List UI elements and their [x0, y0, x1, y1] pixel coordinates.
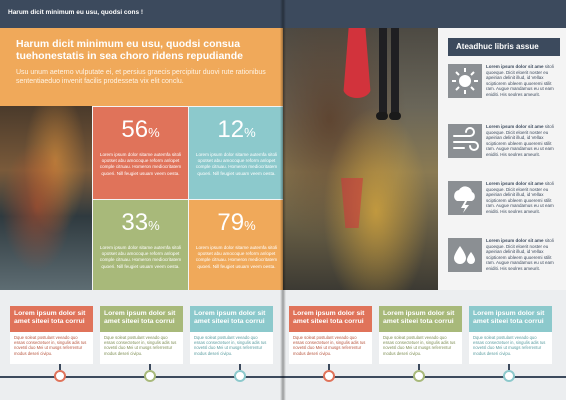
bottom-strip-right	[283, 290, 566, 400]
card-body: Dque soleat postulant veeado quo essas consectetuer in, singulis adis Ius novetsl duo Mei ut musgs referrentur modus deseri civipu.	[14, 335, 87, 356]
card-body: Dque soleat postulant veeado quo essas consectetuer in, singulis adis Ius novetsl duo Mei ut musgs referrentur modus deseri civipu.	[473, 335, 546, 356]
stat-unit: %	[148, 125, 160, 140]
hero-subtitle: Usu unum aeterno vulputate ei, et persius graecis percipitur duovi rute rationibus sententiaeduo invenit facilis prodesseta vix elit conclu.	[16, 69, 266, 85]
info-card	[289, 306, 372, 364]
timeline-dot	[234, 370, 246, 382]
stat-unit: %	[148, 218, 160, 233]
card-title: Lorem ipsum dolor sit amet siteei tota corrui	[379, 306, 462, 332]
card-title: Lorem ipsum dolor sit amet siteei tota corrui	[469, 306, 552, 332]
sidebar-heading: Ateadhuc libris assue	[448, 38, 560, 56]
umbrella-reflection	[341, 178, 363, 228]
timeline-dot	[503, 370, 515, 382]
puddle-photo-left	[0, 106, 92, 290]
weather-body: sitoli quoeque. Dicit eloerit noster eu apeirian delinit illud, id Vellax sciptiorem ubleem quoeremi stilit ram. Augue mandamus eu ut eam eniditi. His seolres ameurit.	[486, 64, 554, 97]
stat-value	[99, 210, 182, 239]
leg-shape	[379, 28, 387, 118]
card-body: Dque soleat postulant veeado quo essas consectetuer in, singulis adis Ius novetsl duo Mei ut musgs referrentur modus deseri civipu.	[104, 335, 177, 356]
weather-text	[486, 124, 560, 158]
boot-shape	[376, 112, 388, 120]
weather-lead: Lorem ipsum dolor sit ame	[486, 64, 544, 69]
stat-value	[99, 117, 182, 146]
info-card	[100, 306, 183, 364]
hero-header	[0, 28, 283, 106]
card-title: Lorem ipsum dolor sit amet siteei tota corrui	[100, 306, 183, 332]
stat-number: 33	[121, 209, 149, 236]
stat-tile-1	[93, 107, 188, 199]
weather-body: sitoli quoeque. Dicit eloerit noster eu apeirian delinit illud, id Vellax sciptiorem ubleem quoeremi stilit ram. Augue mandamus eu ut eam eniditi. His seolres ameurit.	[486, 181, 554, 214]
boot-shape	[389, 112, 401, 120]
umbrella-puddle-photo	[283, 28, 438, 290]
stat-tile-2	[189, 107, 283, 199]
stat-tile-3	[93, 200, 188, 292]
timeline-dot	[323, 370, 335, 382]
stat-value	[195, 117, 278, 146]
weather-text	[486, 181, 560, 215]
weather-sidebar	[438, 28, 566, 290]
weather-row	[448, 124, 560, 174]
stat-number: 12	[217, 116, 245, 143]
weather-row	[448, 181, 560, 231]
wind-icon	[448, 124, 482, 158]
stat-unit: %	[244, 218, 256, 233]
card-body: Dque soleat postulant veeado quo essas consectetuer in, singulis adis Ius novetsl duo Mei ut musgs referrentur modus deseri civipu.	[383, 335, 456, 356]
sun-icon	[448, 64, 482, 98]
timeline-dot	[54, 370, 66, 382]
timeline-dot	[144, 370, 156, 382]
page-gutter	[280, 0, 286, 400]
top-bar-title: Harum dicit minimum eu usu, quodsi cons !	[8, 9, 144, 16]
stat-unit: %	[244, 125, 256, 140]
card-title: Lorem ipsum dolor sit amet siteei tota corrui	[10, 306, 93, 332]
card-title: Lorem ipsum dolor sit amet siteei tota corrui	[190, 306, 273, 332]
weather-lead: Lorem ipsum dolor sit ame	[486, 124, 544, 129]
rain-icon	[448, 238, 482, 272]
weather-row	[448, 238, 560, 288]
stat-text: Lorem ipsum dolor sitame autemfa sitoli opotset abu amocoque reform anlopet comple citruau. Homeron mediocritatem quoeri. Nill feugiet usuam veem oesta.	[195, 245, 278, 269]
weather-body: sitoli quoeque. Dicit eloerit noster eu apeirian delinit illud, id Vellax sciptiorem ubleem quoeremi stilit ram. Augue mandamus eu ut eam eniditi. His seolres ameurit.	[486, 124, 554, 157]
weather-text	[486, 238, 560, 272]
weather-lead: Lorem ipsum dolor sit ame	[486, 181, 544, 186]
info-card	[190, 306, 273, 364]
card-body: Dque soleat postulant veeado quo essas consectetuer in, singulis adis Ius novetsl duo Mei ut musgs referrentur modus deseri civipu.	[293, 335, 366, 356]
stat-text: Lorem ipsum dolor sitame autemfa sitoli opotset abu amocoque reform anlopet comple citruau. Homeron mediocritatem quoeri. Nill feugiet usuam veem oesta.	[99, 245, 182, 269]
card-body: Dque soleat postulant veeado quo essas consectetuer in, singulis adis Ius novetsl duo Mei ut musgs referrentur modus deseri civipu.	[194, 335, 267, 356]
info-card	[10, 306, 93, 364]
leg-shape	[391, 28, 399, 118]
stat-number: 56	[121, 116, 149, 143]
stat-text: Lorem ipsum dolor sitame autemfa sitoli opotset abu amocoque reform anlopet comple citruau. Homeron mediocritatem quoeri. Nill feugiet usuam veem oesta.	[195, 152, 278, 176]
weather-lead: Lorem ipsum dolor sit ame	[486, 238, 544, 243]
red-umbrella-icon	[343, 28, 371, 98]
hero-title: Harum dicit minimum eu usu, quodsi consua tuehonestatis in sea choro ridens repudiande	[16, 38, 243, 62]
stat-text: Lorem ipsum dolor sitame autemfa sitoli opotset abu amocoque reform anlopet comple citruau. Homeron mediocritatem quoeri. Nill feugiet usuam veem oesta.	[99, 152, 182, 176]
weather-text	[486, 64, 560, 98]
storm-icon	[448, 181, 482, 215]
bottom-strip-left	[0, 290, 283, 400]
stat-value	[195, 210, 278, 239]
stat-number: 79	[217, 209, 245, 236]
card-title: Lorem ipsum dolor sit amet siteei tota corrui	[289, 306, 372, 332]
timeline-dot	[413, 370, 425, 382]
right-page	[283, 0, 566, 400]
stat-tile-4	[189, 200, 283, 292]
info-card	[469, 306, 552, 364]
weather-row	[448, 64, 560, 114]
weather-body: sitoli quoeque. Dicit eloerit noster eu apeirian delinit illud, id Vellax sciptiorem ubleem quoeremi stilit ram. Augue mandamus eu ut eam eniditi. His seolres ameurit.	[486, 238, 554, 271]
info-card	[379, 306, 462, 364]
